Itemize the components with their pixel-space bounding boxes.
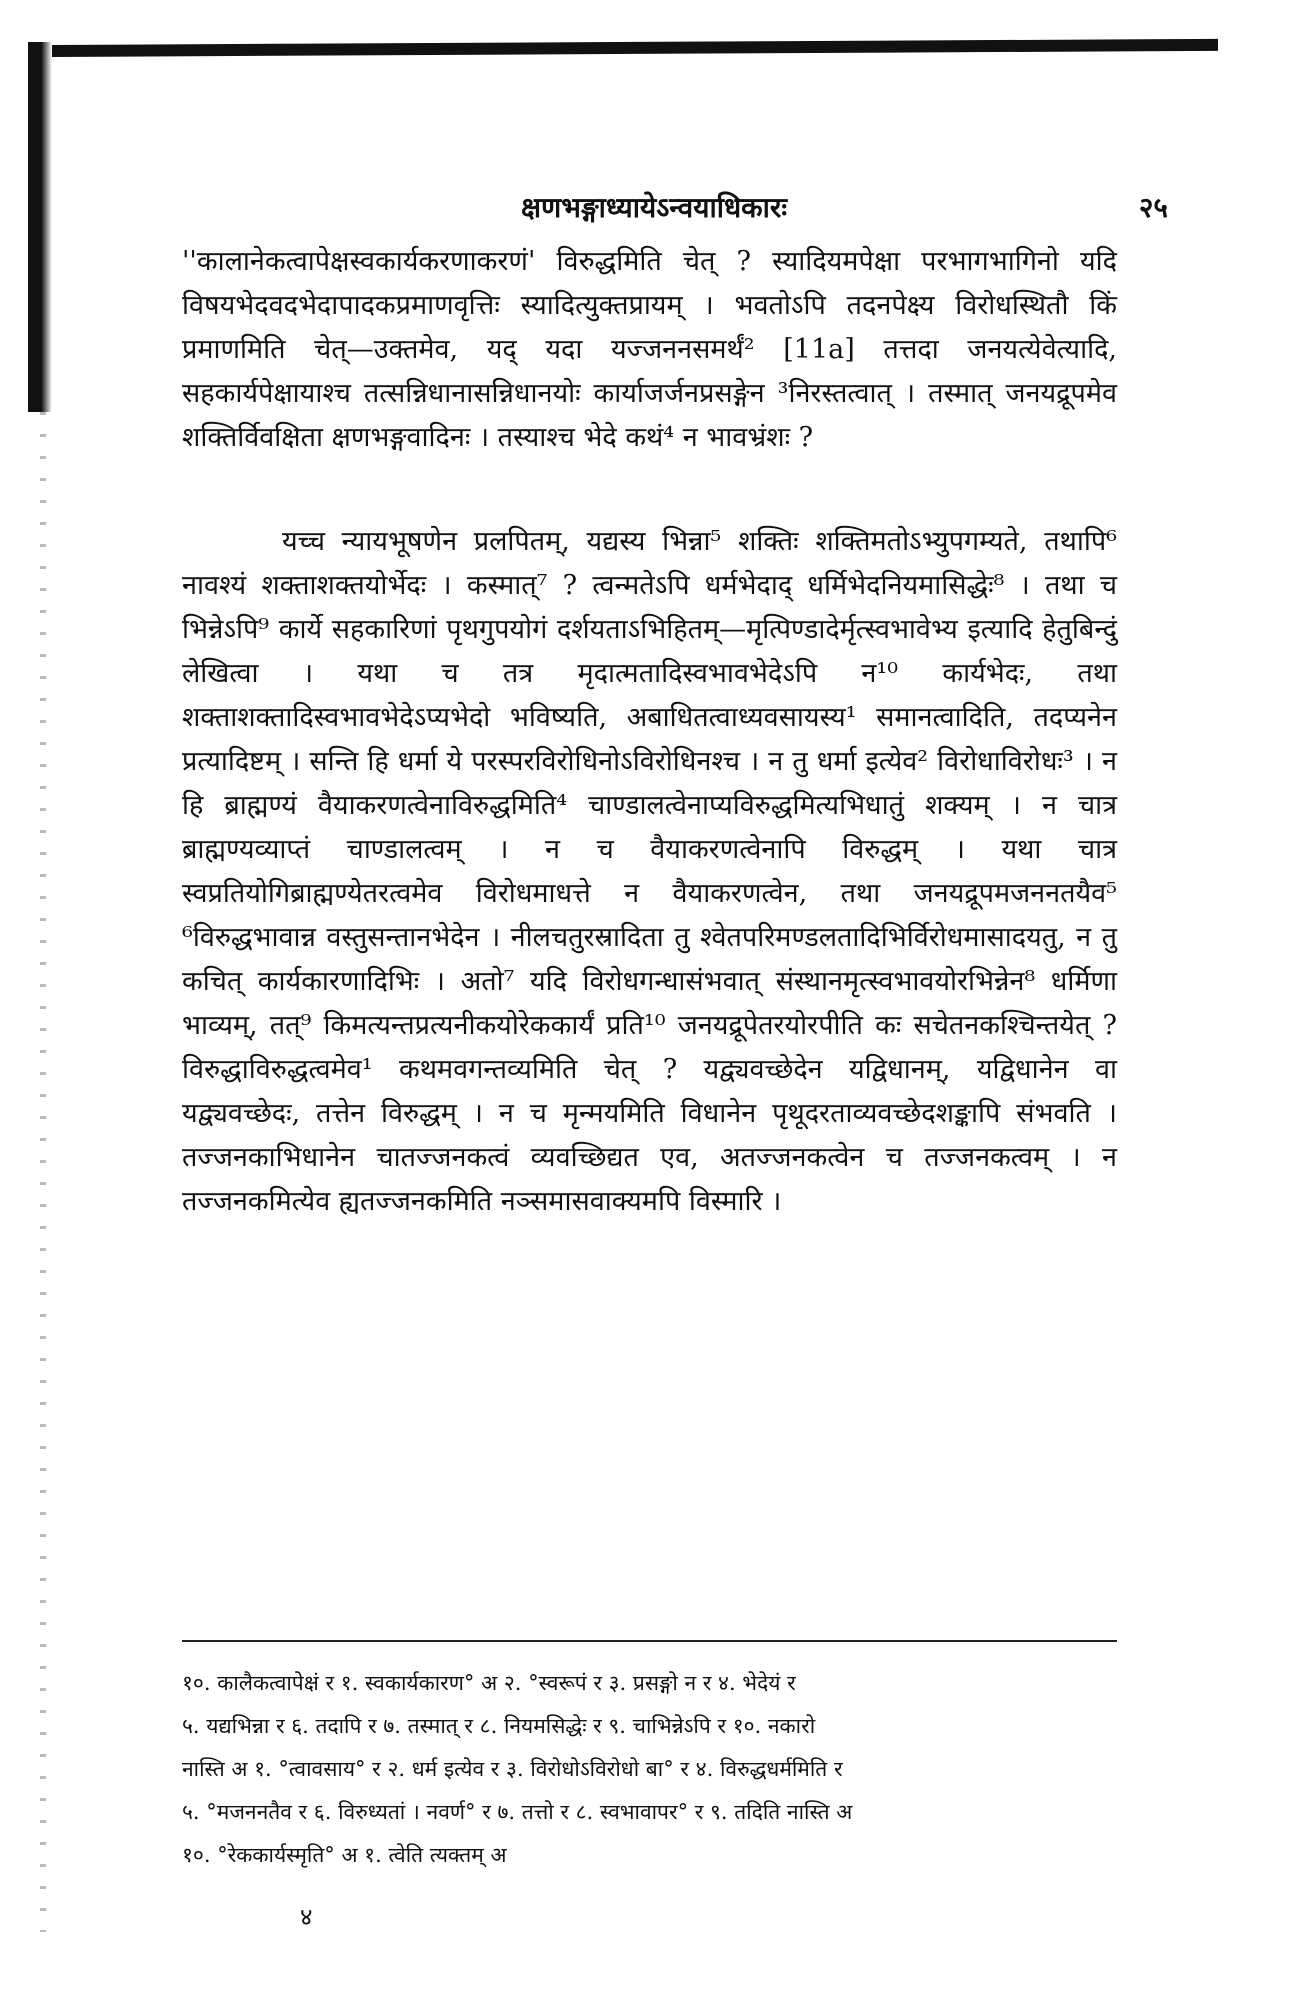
page-header [0,188,1308,228]
footnote-divider [182,1640,1117,1642]
paragraph: यच्च न्यायभूषणेन प्रलपितम्, यद्यस्य भिन्ना⁵ शक्तिः शक्तिमतोऽभ्युपगम्यते, तथापि⁶ नावश्यं शक्ताशक्तयोर्भेदः । कस्मात्⁷ ? त्वन्मतेऽपि धर्मभेदाद् धर्मिभेदनियमासिद्धेः⁸ । तथा च भिन्नेऽपि⁹ कार्ये सहकारिणां पृथगुपयोगं दर्शयताऽभिहितम्—मृत्पिण्डादेर्मृत्स्वभावेभ्य इत्यादि हेतुबिन्दुं लेखित्वा । यथा च तत्र मृदात्मतादिस्वभावभेदेऽपि न¹⁰ कार्यभेदः, तथा शक्ताशक्तादिस्वभावभेदेऽप्यभेदो भविष्यति, अबाधितत्वाध्यवसायस्य¹ समानत्वादिति, तदप्यनेन प्रत्यादिष्टम् । सन्ति हि धर्मा ये परस्परविरोधिनोऽविरोधिनश्च । न तु धर्मा इत्येव² विरोधाविरोधः³ । न हि ब्राह्मण्यं वैयाकरणत्वेनाविरुद्धमिति⁴ चाण्डालत्वेनाप्यविरुद्धमित्यभिधातुं शक्यम् । न चात्र ब्राह्मण्यव्याप्तं चाण्डालत्वम् । न च वैयाकरणत्वेनापि विरुद्धम् । यथा चात्र स्वप्रतियोगिब्राह्मण्येतरत्वमेव विरोधमाधत्ते न वैयाकरणत्वेन, तथा जनयद्रूपमजननतयैव⁵ ⁶विरुद्धभावान्न वस्तुसन्तानभेदेन । नीलचतुरस्रादिता तु श्वेतपरिमण्डलतादिभिर्विरोधमासादयतु, न तु कचित् कार्यकारणादिभिः । अतो⁷ यदि विरोधगन्धासंभवात् संस्थानमृत्स्वभावयोरभिन्नेन⁸ धर्मिणा भाव्यम्, तत्⁹ किमत्यन्तप्रत्यनीकयोरेककार्यं प्रति¹⁰ जनयद्रूपेतरयोरपीति कः सचेतनकश्चिन्तयेत् ? विरुद्धाविरुद्धत्वमेव¹ कथमवगन्तव्यमिति चेत् ? यद्व्यवच्छेदेन यद्विधानम्, यद्विधानेन वा यद्व्यवच्छेदः, तत्तेन विरुद्धम् । न च मृन्मयमिति विधानेन पृथूदरताव्यवच्छेदशङ्कापि संभवति । तज्जनकाभिधानेन चातज्जनकत्वं व्यवच्छिद्यत एव, अतज्जनकत्वेन च तज्जनकत्वम् । न तज्जनकमित्येव ह्यतज्जनकमिति नञ्समासवाक्यमपि विस्मारि । [182,526,1117,1217]
paragraph: ''कालानेकत्वापेक्षस्वकार्यकरणाकरणं' विरुद्धमिति चेत् ? स्यादियमपेक्षा परभागभागिनो यदि विषयभेदवदभेदापादकप्रमाणवृत्तिः स्यादित्युक्तप्रायम् । भवतोऽपि तदनपेक्ष्य विरोधस्थितौ किं प्रमाणमिति चेत्—उक्तमेव, यद् यदा यज्जननसमर्थं² [11a] तत्तदा जनयत्येवेत्यादि, सहकार्यपेक्षायाश्च तत्सन्निधानासन्निधानयोः कार्याजर्जनप्रसङ्गेन ³निरस्तत्वात् । तस्मात् जनयद्रूपमेव शक्तिर्विवक्षिता क्षणभङ्गवादिनः । तस्याश्च भेदे कथं⁴ न भावभ्रंशः ? [182,246,1117,453]
main-text [182,240,1117,1224]
scan-edge-top [28,39,1218,57]
footnotes [182,1662,1117,1877]
footnote-line: ५. यद्यभिन्ना र ६. तदापि र ७. तस्मात् र ८. नियमसिद्धेः र ९. चाभिन्नेऽपि र १०. नकारो [182,1714,816,1738]
footnote-line: ५. °मजननतैव र ६. विरुध्यतां । नवर्ण° र ७. तत्तो र ८. स्वभावापर° र ९. तदिति नास्ति अ [182,1800,853,1824]
footnote-line: १०. कालैकत्वापेक्षं र १. स्वकार्यकारण° अ २. °स्वरूपं र ३. प्रसङ्गो न र ४. भेदेयं र [182,1671,796,1695]
running-title: क्षणभङ्गाध्यायेऽन्वयाधिकारः [520,191,788,224]
signature-mark: ४ [300,1903,313,1931]
scan-edge-speckle [40,412,46,1932]
footnote-line: नास्ति अ १. °त्वावसाय° र २. धर्म इत्येव र ३. विरोधोऽविरोधो बा° र ४. विरुद्धधर्ममिति र [182,1757,843,1781]
footnote-line: १०. °रेककार्यस्मृति° अ १. त्वेति त्यक्तम् अ [182,1843,507,1867]
page-number: २५ [1138,191,1168,224]
